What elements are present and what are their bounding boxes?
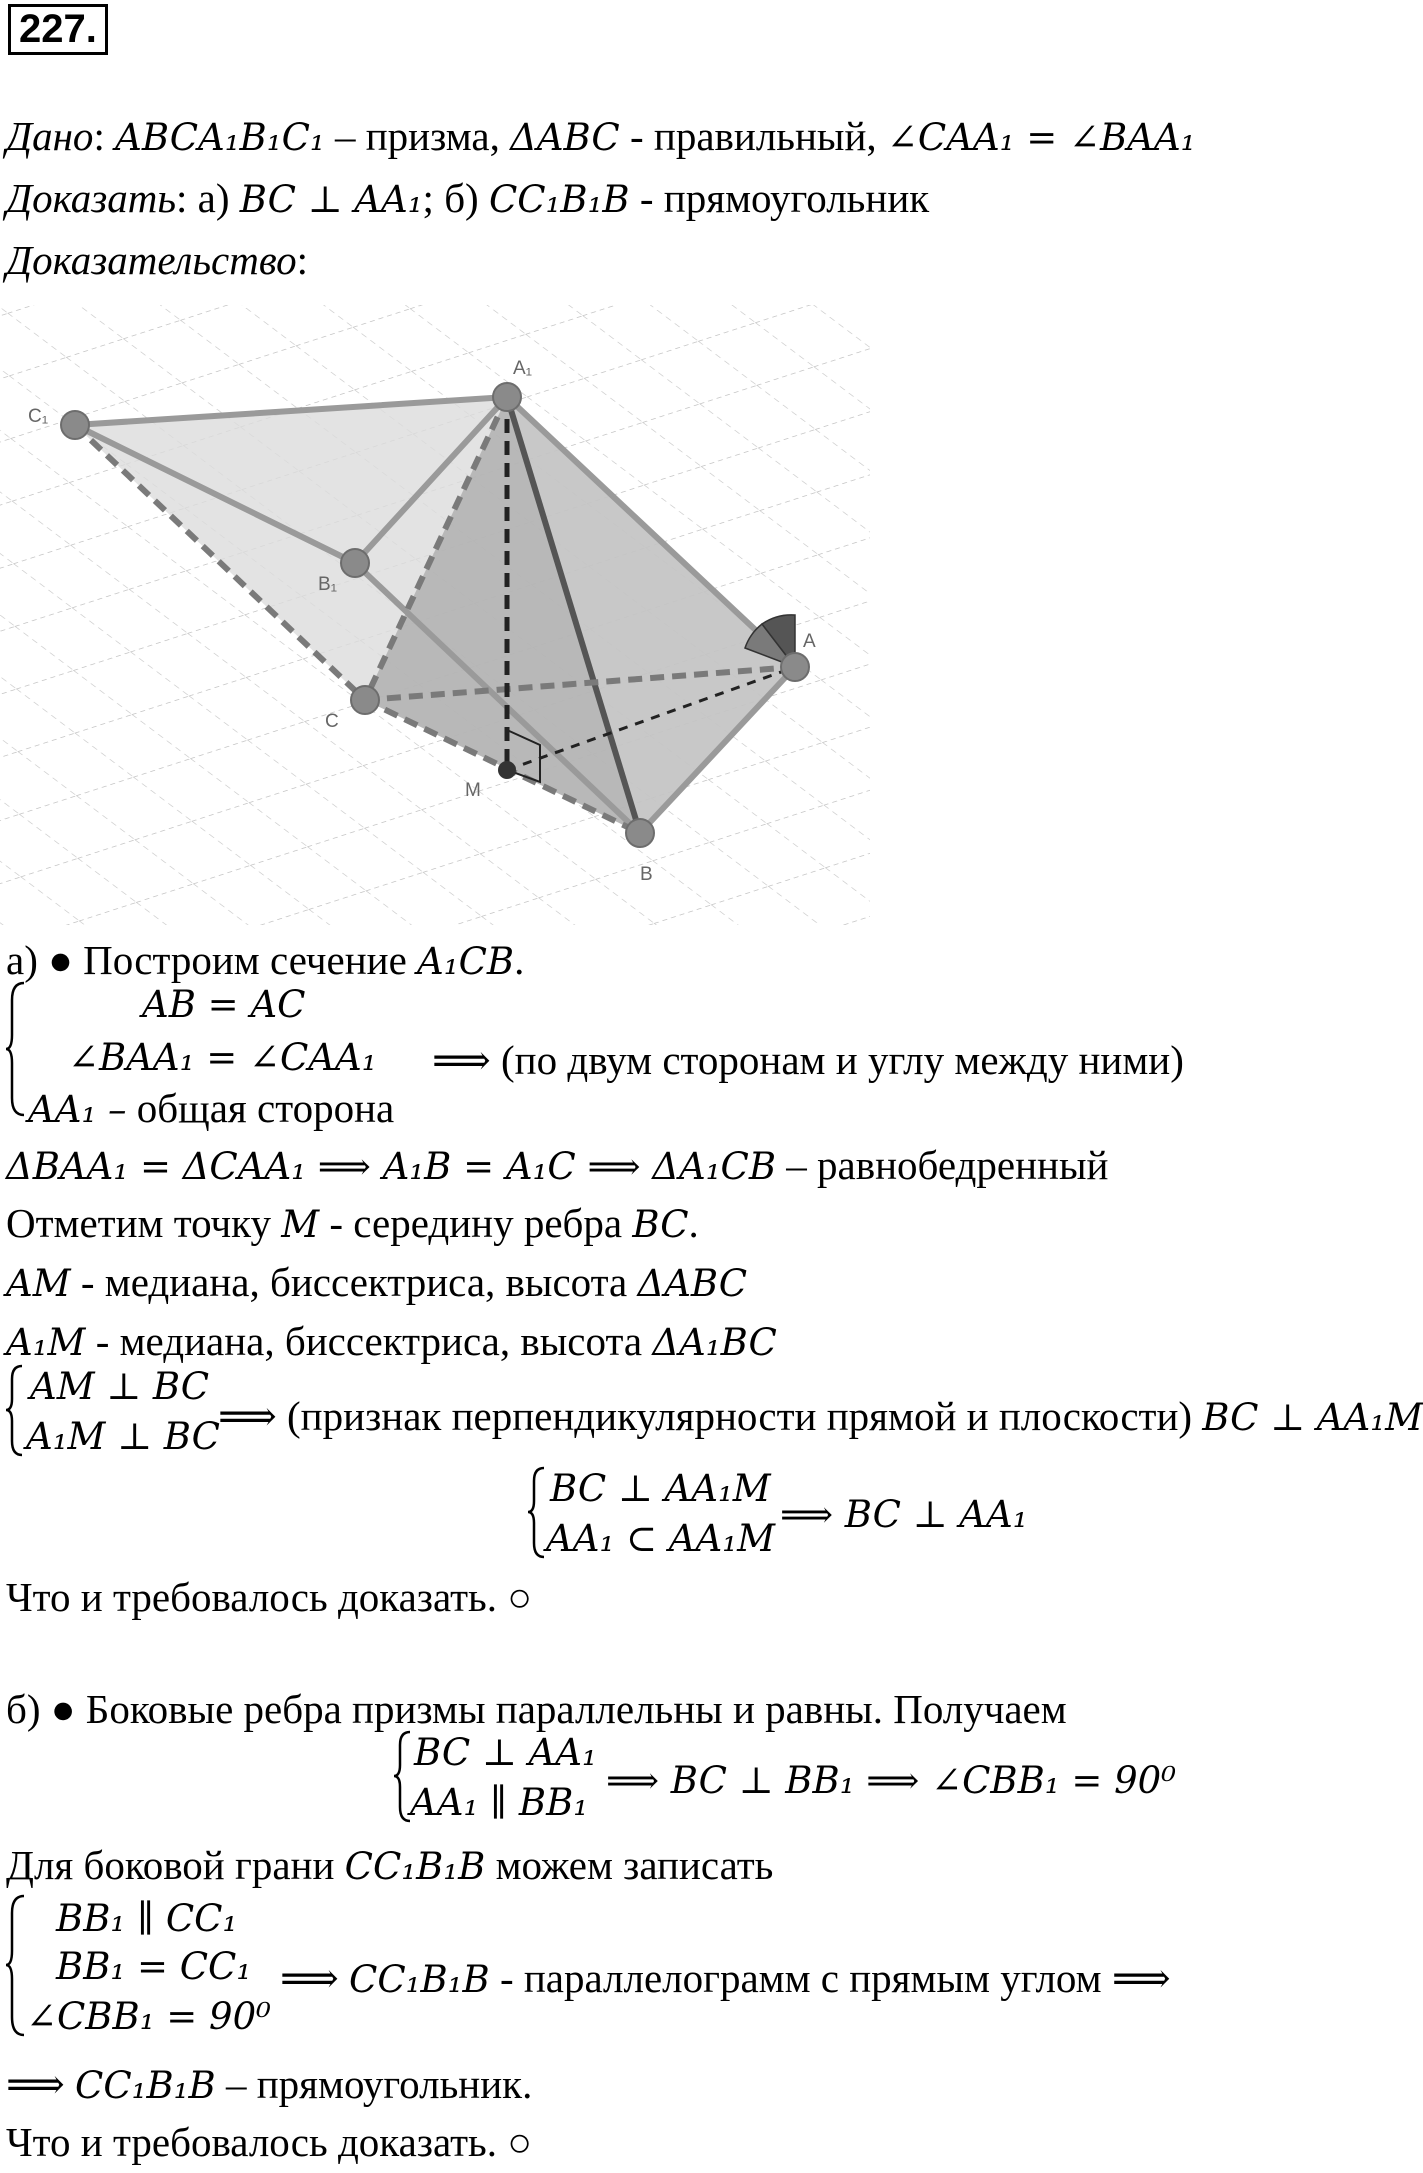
mark-suffix: . [688, 1200, 699, 1246]
part-a-intro [6, 937, 525, 983]
system-brace-1 [4, 980, 26, 1118]
vertex-a [781, 653, 809, 681]
sys4-line1: BC ⊥ AA₁ [414, 1731, 597, 1774]
part-b-intro: б) ● Боковые ребра призмы параллельны и равны. Получаем [6, 1686, 1067, 1732]
sys3-line2: AA₁ ⊂ AA₁M [546, 1517, 775, 1560]
conclusion-math: CC₁B₁B [75, 2064, 216, 2107]
label-a: A [803, 631, 816, 652]
vertex-m [498, 761, 516, 779]
face-suffix: можем записать [485, 1842, 774, 1888]
face-prefix: Для боковой грани [6, 1842, 345, 1888]
given-text2: - правильный, [619, 113, 887, 159]
face-line [6, 1842, 774, 1888]
prove-line [6, 175, 930, 221]
sys1-line2: ∠BAA₁ = ∠CAA₁ [68, 1036, 377, 1079]
proof-label: Доказательство [6, 237, 297, 283]
system-brace-4 [392, 1729, 412, 1824]
given-line: Дано: ABCA₁B₁C₁ – призма, ΔABC - правильный, ∠CAA₁ = ∠BAA₁ [6, 113, 1196, 159]
sys5-math: CC₁B₁B [349, 1958, 490, 2001]
vertex-a1 [493, 383, 521, 411]
system-brace-5 [4, 1893, 26, 2038]
sys1-line3-text: общая сторона [126, 1085, 395, 1131]
given-text1: – призма, [324, 113, 511, 159]
sys2-line1: AM ⊥ BC [30, 1365, 210, 1408]
vertex-c1 [61, 411, 89, 439]
face-math: CC₁B₁B [344, 1845, 486, 1888]
prove-part-b: ; б) [422, 175, 489, 221]
section-name: A₁CB [417, 940, 515, 983]
mark-prefix: Отметим точку [6, 1200, 282, 1246]
triangles-equal-math: ΔBAA₁ = ΔCAA₁ ⟹ A₁B = A₁C ⟹ ΔA₁CB [6, 1145, 777, 1188]
prism-figure [0, 305, 870, 925]
sys2-line2: A₁M ⊥ BC [26, 1415, 220, 1458]
given-triangle: ΔABC [510, 116, 620, 159]
part-a-intro-text: а) ● Построим сечение [6, 937, 418, 983]
am-text: - медиана, биссектриса, высота [70, 1259, 638, 1305]
sys2-result-line [218, 1393, 1423, 1439]
prove-part-a: : а) [176, 175, 240, 221]
sys5-arrow: ⟹ [280, 1955, 350, 2001]
sys3-result: ⟹ BC ⊥ AA₁ [780, 1493, 1028, 1536]
sys5-line3: ∠CBB₁ = 90⁰ [26, 1995, 271, 2038]
problem-number: 227. [8, 4, 108, 55]
conclusion-text: – прямоугольник. [215, 2061, 533, 2107]
a1m-triangle: ΔA₁BC [652, 1321, 777, 1364]
prove-b-text: - прямоугольник [629, 175, 930, 221]
sys1-line3-math: AA₁ – [28, 1088, 127, 1131]
vertex-b [626, 819, 654, 847]
label-b: B [640, 864, 653, 885]
given-prism: ABCA₁B₁C₁ [115, 116, 325, 159]
conclusion-arrow: ⟹ [6, 2061, 76, 2107]
label-b1: B₁ [318, 574, 338, 595]
given-angles: ∠CAA₁ = ∠BAA₁ [886, 116, 1196, 159]
sys5-text: - параллелограмм с прямым углом ⟹ [489, 1955, 1171, 2001]
a1m-math: A₁M [6, 1321, 86, 1364]
system-brace-3 [526, 1465, 546, 1560]
system-brace-2 [4, 1363, 24, 1458]
prove-b-face: CC₁B₁B [488, 178, 630, 221]
am-triangle: ΔABC [637, 1262, 748, 1305]
triangles-equal-line [6, 1142, 1109, 1188]
am-math: AM [6, 1262, 71, 1305]
triangles-equal-text: – равнобедренный [776, 1142, 1109, 1188]
prove-a-statement: BC ⊥ AA₁ [239, 178, 423, 221]
label-c: C [325, 711, 339, 732]
sys1-line3 [28, 1085, 395, 1131]
part-a-intro-end: . [514, 937, 525, 983]
sys4-result: ⟹ BC ⊥ BB₁ ⟹ ∠CBB₁ = 90⁰ [606, 1759, 1177, 1802]
mark-point-m: M [281, 1203, 320, 1246]
sys5-result-line [280, 1955, 1171, 2001]
mark-mid-text: - середину ребра [319, 1200, 633, 1246]
sys2-arrow: ⟹ [218, 1393, 277, 1439]
label-c1: C₁ [28, 406, 49, 427]
a1m-line [6, 1318, 777, 1364]
sys5-line2: BB₁ = CC₁ [56, 1945, 252, 1988]
label-a1: A₁ [513, 358, 533, 379]
sys5-line1: BB₁ ∥ CC₁ [56, 1897, 238, 1940]
label-m: M [465, 780, 481, 801]
prove-label: Доказать [6, 175, 177, 221]
sys4-line2: AA₁ ∥ BB₁ [410, 1781, 589, 1824]
mark-edge-bc: BC [632, 1203, 689, 1246]
sys3-line1: BC ⊥ AA₁M [550, 1467, 771, 1510]
given-label: Дано [6, 113, 94, 159]
sys1-line1: AB = AC [142, 983, 306, 1026]
sys2-text: (признак перпендикулярности прямой и плоскости) [276, 1393, 1203, 1439]
mark-midpoint-line [6, 1200, 699, 1246]
a1m-text: - медиана, биссектриса, высота [85, 1318, 653, 1364]
sys1-result: ⟹ (по двум сторонам и углу между ними) [432, 1037, 1184, 1083]
vertex-b1 [341, 549, 369, 577]
vertex-c [351, 686, 379, 714]
proof-heading: Доказательство: [6, 237, 309, 283]
part-a-qed: Что и требовалось доказать. ○ [6, 1574, 533, 1620]
part-b-qed: Что и требовалось доказать. ○ [6, 2119, 533, 2165]
am-line [6, 1259, 748, 1305]
sys2-result: BC ⊥ AA₁M [1202, 1396, 1423, 1439]
conclusion-line [6, 2061, 533, 2107]
